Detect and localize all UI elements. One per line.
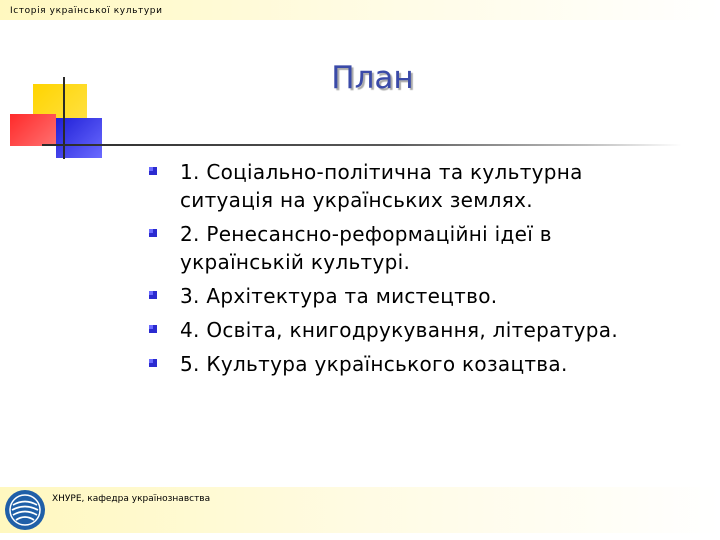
plan-item-5 bbox=[145, 350, 665, 378]
footer-institution: ХНУРЕ, кафедра українознавства bbox=[52, 494, 211, 504]
plan-item-text: 3. Архітектура та мистецтво. bbox=[180, 284, 498, 308]
university-logo-icon bbox=[4, 489, 46, 531]
plan-item-text: 1. Соціально-політична та культурна ситуація на українських землях. bbox=[180, 160, 583, 212]
plan-item-text: 4. Освіта, книгодрукування, література. bbox=[180, 318, 618, 342]
title-divider-line bbox=[42, 144, 682, 146]
plan-list bbox=[145, 158, 665, 384]
plan-item-3 bbox=[145, 282, 665, 310]
decorative-red-square bbox=[10, 114, 56, 146]
square-bullet-icon bbox=[149, 291, 157, 299]
plan-item-4 bbox=[145, 316, 665, 344]
plan-item-2 bbox=[145, 220, 665, 276]
square-bullet-icon bbox=[149, 359, 157, 367]
square-bullet-icon bbox=[149, 229, 157, 237]
plan-item-1 bbox=[145, 158, 665, 214]
course-title: Історія української культури bbox=[10, 6, 163, 16]
plan-item-text: 5. Культура українського козацтва. bbox=[180, 352, 568, 376]
square-bullet-icon bbox=[149, 167, 157, 175]
square-bullet-icon bbox=[149, 325, 157, 333]
plan-item-text: 2. Ренесансно-реформаційні ідеї в українській культурі. bbox=[180, 222, 552, 274]
slide-title: План bbox=[331, 60, 414, 96]
